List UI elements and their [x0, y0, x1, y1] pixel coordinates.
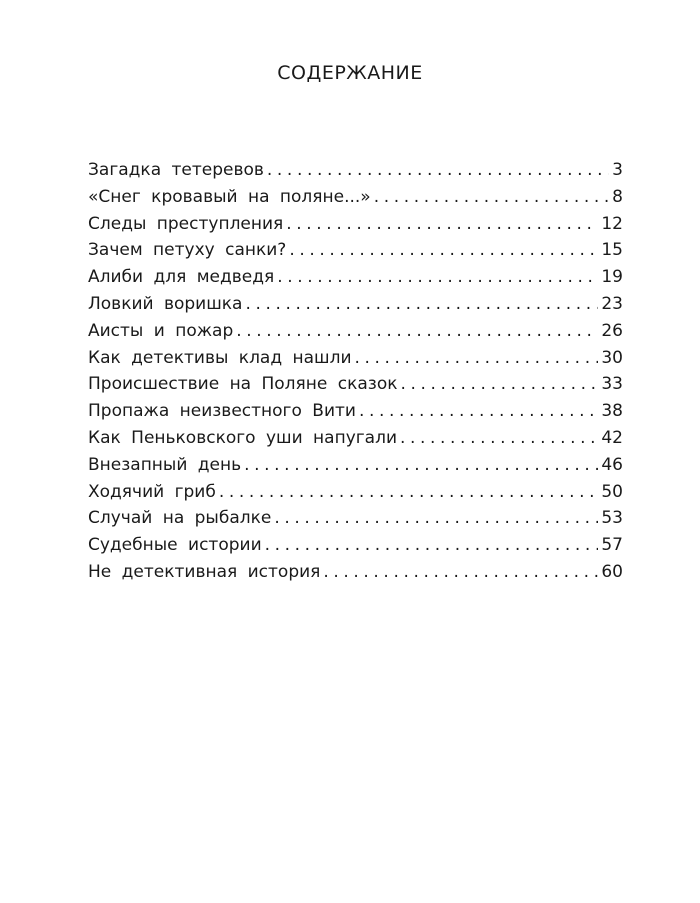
toc-entry [88, 479, 623, 506]
dot-leader [267, 157, 609, 184]
dot-leader [323, 559, 598, 586]
toc-entry-title: Ловкий воришка [88, 293, 243, 314]
toc-entry [88, 345, 623, 372]
toc-entry-title: Не детективная история [88, 561, 321, 582]
toc-entry [88, 425, 623, 452]
toc-entry [88, 505, 623, 532]
toc-entry-title: Пропажа неизвестного Вити [88, 401, 356, 422]
toc-page-number: 15 [601, 240, 623, 261]
toc-entry-title: Как детективы клад нашли [88, 347, 352, 368]
toc-entry-title: Зачем петуху санки? [88, 240, 287, 261]
toc-entry-title: Следы преступления [88, 213, 284, 234]
toc-page-number: 46 [601, 454, 623, 475]
toc-entry [88, 398, 623, 425]
toc-page-number: 8 [612, 186, 623, 207]
dot-leader [219, 479, 599, 506]
toc-entry [88, 532, 623, 559]
toc-page-number: 3 [612, 160, 623, 180]
toc-entry-title: Судебные истории [88, 535, 262, 556]
toc-page-number: 30 [601, 347, 623, 368]
dot-leader [359, 398, 598, 425]
toc-entry [88, 371, 623, 398]
toc-entry [88, 291, 623, 318]
toc-entry-title: Аисты и пожар [88, 320, 234, 341]
toc-entry [88, 318, 623, 345]
toc-entry [88, 559, 623, 586]
dot-leader [265, 532, 599, 559]
dot-leader [401, 371, 599, 398]
toc-entry-title: Загадка тетеревов [88, 160, 264, 180]
dot-leader [244, 452, 598, 479]
toc-entry [88, 452, 623, 479]
dot-leader [274, 505, 598, 532]
toc-page-number: 23 [601, 293, 623, 314]
table-of-contents [88, 157, 623, 586]
toc-entry [88, 237, 623, 264]
toc-page-number: 60 [601, 561, 623, 582]
toc-page-number: 38 [601, 401, 623, 422]
toc-entry-title: Как Пеньковского уши напугали [88, 427, 398, 448]
dot-leader [277, 264, 598, 291]
toc-entry-title: Внезапный день [88, 454, 242, 475]
toc-page-number: 33 [601, 374, 623, 395]
toc-entry-title: Происшествие на Поляне сказок [88, 374, 398, 395]
dot-leader [400, 425, 598, 452]
toc-entry [88, 211, 623, 238]
toc-entry-title: Случай на рыбалке [88, 508, 272, 529]
dot-leader [286, 211, 598, 238]
toc-entry [88, 157, 623, 184]
toc-page-number: 50 [601, 481, 623, 502]
page-title: СОДЕРЖАНИЕ [277, 62, 423, 84]
dot-leader [374, 184, 609, 211]
toc-page-number: 19 [601, 267, 623, 288]
toc-entry [88, 264, 623, 291]
toc-page-number: 42 [601, 427, 623, 448]
toc-page-number: 53 [601, 508, 623, 529]
toc-page-number: 57 [601, 535, 623, 556]
toc-entry-title: Ходячий гриб [88, 481, 216, 502]
toc-entry [88, 184, 623, 211]
dot-leader [245, 291, 598, 318]
dot-leader [236, 318, 598, 345]
toc-entry-title: Алиби для медведя [88, 267, 275, 288]
dot-leader [355, 345, 599, 372]
toc-page-number: 26 [601, 320, 623, 341]
dot-leader [289, 237, 598, 264]
toc-page-number: 12 [601, 213, 623, 234]
toc-entry-title: «Снег кровавый на поляне...» [88, 186, 371, 207]
